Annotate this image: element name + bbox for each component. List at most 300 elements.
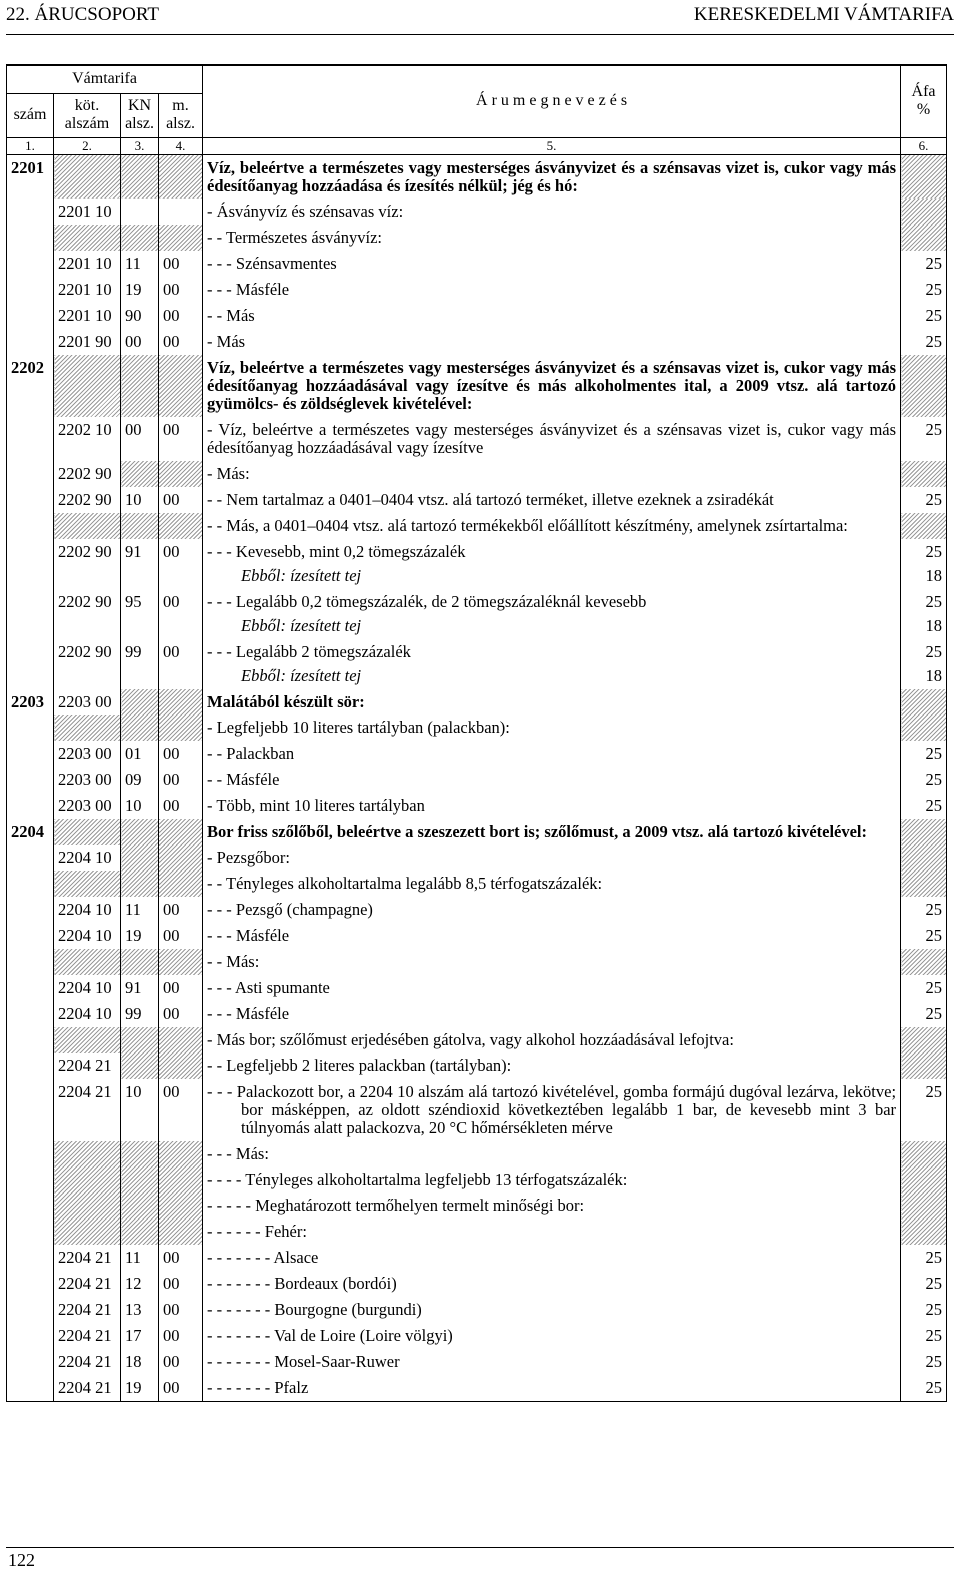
chapter-title: 22. ÁRUCSOPORT: [6, 4, 160, 25]
cell-szam: [7, 975, 54, 1001]
table-row: [7, 1079, 947, 1141]
cell-arumegnevezes: [203, 225, 901, 251]
table-row: [7, 819, 947, 845]
cell-kn-alsz: [121, 461, 159, 487]
cell-szam: [7, 1141, 54, 1167]
afa-value: 25: [925, 279, 943, 299]
cell-kn-alsz: 17: [121, 1323, 159, 1349]
cell-szam: [7, 1193, 54, 1219]
cell-arumegnevezes: [203, 1323, 901, 1349]
header-rule: [6, 34, 954, 35]
cell-kot-alszam: 2204 21: [54, 1375, 121, 1402]
cell-arumegnevezes: [203, 793, 901, 819]
table-row: [7, 1053, 947, 1079]
description-subtext: Ebből: ízesített tej: [241, 665, 362, 685]
cell-szam: [7, 1001, 54, 1027]
tariff-table: [6, 64, 947, 1402]
cell-szam: [7, 715, 54, 741]
column-number: 6.: [901, 137, 947, 154]
cell-afa: [901, 539, 947, 589]
description-text: Bor friss szőlőből, beleértve a szeszezett bort is; szőlőmust, a 2009 vtsz. alá tartozó kivételével:: [207, 821, 868, 841]
cell-arumegnevezes: [203, 417, 901, 461]
cell-afa: [901, 871, 947, 897]
cell-kot-alszam: 2201 10: [54, 303, 121, 329]
cell-arumegnevezes: [203, 1001, 901, 1027]
cell-kn-alsz: 10: [121, 1079, 159, 1141]
cell-kn-alsz: [121, 715, 159, 741]
page-number: 122: [8, 1550, 35, 1570]
description-text: - Több, mint 10 literes tartályban: [207, 795, 425, 815]
description-text: - Pezsgőbor:: [207, 847, 290, 867]
cell-m-alsz: [159, 1167, 203, 1193]
cell-kn-alsz: 19: [121, 277, 159, 303]
header-arumegnevezes: Á r u m e g n e v e z é s: [203, 65, 901, 137]
cell-afa: [901, 639, 947, 689]
cell-arumegnevezes: [203, 1375, 901, 1402]
cell-arumegnevezes: [203, 355, 901, 417]
cell-szam: [7, 199, 54, 225]
cell-kot-alszam: [54, 715, 121, 741]
cell-arumegnevezes: [203, 1193, 901, 1219]
description-text: - - - - - - - Pfalz: [207, 1377, 309, 1397]
cell-kot-alszam: 2204 10: [54, 897, 121, 923]
cell-m-alsz: 00: [159, 1323, 203, 1349]
footer-rule: [6, 1547, 954, 1548]
cell-szam: [7, 329, 54, 355]
description-text: - Víz, beleértve a természetes vagy mesterséges ásványvizet és a szénsavas vizet is, cukor vagy más édesítőanyag hozzáadásával vagy ízesítve: [207, 419, 897, 457]
afa-value: 25: [925, 1273, 943, 1293]
running-header: [6, 4, 954, 28]
cell-kot-alszam: 2202 10: [54, 417, 121, 461]
header-szam: szám: [7, 93, 54, 137]
cell-kot-alszam: 2203 00: [54, 741, 121, 767]
cell-kn-alsz: 19: [121, 1375, 159, 1402]
cell-kot-alszam: 2201 90: [54, 329, 121, 355]
cell-szam: [7, 741, 54, 767]
cell-m-alsz: 00: [159, 639, 203, 689]
cell-m-alsz: [159, 355, 203, 417]
cell-m-alsz: 00: [159, 1079, 203, 1141]
cell-szam: [7, 1271, 54, 1297]
cell-szam: [7, 1323, 54, 1349]
cell-kn-alsz: 11: [121, 1245, 159, 1271]
header-afa: Áfa %: [901, 65, 947, 137]
cell-m-alsz: 00: [159, 417, 203, 461]
cell-m-alsz: 00: [159, 897, 203, 923]
afa-value: 25: [925, 769, 943, 789]
cell-kn-alsz: [121, 871, 159, 897]
cell-arumegnevezes: [203, 975, 901, 1001]
description-text: - - - Asti spumante: [207, 977, 330, 997]
cell-kot-alszam: [54, 819, 121, 845]
cell-afa: [901, 329, 947, 355]
cell-afa: [901, 417, 947, 461]
cell-arumegnevezes: [203, 513, 901, 539]
cell-m-alsz: [159, 1193, 203, 1219]
cell-kn-alsz: [121, 199, 159, 225]
cell-afa: [901, 1297, 947, 1323]
cell-arumegnevezes: [203, 1027, 901, 1053]
cell-kot-alszam: [54, 1219, 121, 1245]
afa-value: 25: [925, 899, 943, 919]
cell-m-alsz: [159, 225, 203, 251]
afa-value: 25: [925, 925, 943, 945]
cell-afa: [901, 897, 947, 923]
cell-kot-alszam: 2203 00: [54, 689, 121, 715]
cell-afa: [901, 199, 947, 225]
cell-szam: [7, 871, 54, 897]
cell-kot-alszam: [54, 355, 121, 417]
afa-value: 25: [925, 1247, 943, 1267]
cell-kot-alszam: 2204 21: [54, 1323, 121, 1349]
cell-afa: [901, 1271, 947, 1297]
column-number: 3.: [121, 137, 159, 154]
afa-value: 25: [925, 1377, 943, 1397]
cell-szam: 2204: [7, 819, 54, 845]
cell-kot-alszam: 2203 00: [54, 793, 121, 819]
description-text: - - - - - - - Bordeaux (bordói): [207, 1273, 397, 1293]
description-text: - - Nem tartalmaz a 0401–0404 vtsz. alá tartozó terméket, illetve ezeknek a zsiradékát: [207, 489, 774, 509]
cell-kot-alszam: 2204 21: [54, 1297, 121, 1323]
cell-szam: [7, 539, 54, 589]
header-kot-alszam: köt. alszám: [54, 93, 121, 137]
cell-szam: [7, 225, 54, 251]
cell-arumegnevezes: [203, 689, 901, 715]
cell-m-alsz: 00: [159, 975, 203, 1001]
cell-arumegnevezes: [203, 199, 901, 225]
cell-afa: [901, 154, 947, 199]
cell-arumegnevezes: [203, 539, 901, 589]
cell-arumegnevezes: [203, 845, 901, 871]
cell-m-alsz: 00: [159, 303, 203, 329]
table-row: [7, 1141, 947, 1167]
cell-m-alsz: [159, 845, 203, 871]
table-row: [7, 225, 947, 251]
cell-kot-alszam: [54, 871, 121, 897]
description-text: Malátából készült sör:: [207, 691, 365, 711]
description-text: - - Természetes ásványvíz:: [207, 227, 382, 247]
cell-szam: [7, 513, 54, 539]
cell-afa: [901, 225, 947, 251]
cell-arumegnevezes: [203, 1245, 901, 1271]
cell-kot-alszam: [54, 154, 121, 199]
cell-arumegnevezes: [203, 461, 901, 487]
cell-arumegnevezes: [203, 1053, 901, 1079]
cell-kn-alsz: 19: [121, 923, 159, 949]
description-text: - Ásványvíz és szénsavas víz:: [207, 201, 404, 221]
cell-kot-alszam: [54, 1167, 121, 1193]
cell-kot-alszam: 2204 10: [54, 1001, 121, 1027]
afa-value: 25: [925, 743, 943, 763]
cell-arumegnevezes: [203, 871, 901, 897]
cell-kot-alszam: 2203 00: [54, 767, 121, 793]
cell-kn-alsz: [121, 1053, 159, 1079]
cell-arumegnevezes: [203, 1297, 901, 1323]
cell-szam: [7, 303, 54, 329]
afa-value: 25: [925, 253, 943, 273]
cell-afa: [901, 819, 947, 845]
table-row: [7, 767, 947, 793]
cell-kn-alsz: [121, 1193, 159, 1219]
cell-arumegnevezes: [203, 154, 901, 199]
cell-kot-alszam: 2204 21: [54, 1245, 121, 1271]
cell-arumegnevezes: [203, 589, 901, 639]
cell-szam: [7, 845, 54, 871]
cell-afa: [901, 1141, 947, 1167]
afa-value: 25: [925, 1325, 943, 1345]
cell-afa: [901, 1193, 947, 1219]
description-text: - - - - - Meghatározott termőhelyen termelt minőségi bor:: [207, 1195, 585, 1215]
cell-szam: [7, 639, 54, 689]
cell-afa: [901, 975, 947, 1001]
description-text: - - - Szénsavmentes: [207, 253, 337, 273]
cell-m-alsz: 00: [159, 1271, 203, 1297]
cell-afa: [901, 1349, 947, 1375]
cell-m-alsz: 00: [159, 277, 203, 303]
table-row: [7, 277, 947, 303]
cell-m-alsz: [159, 715, 203, 741]
table-row: [7, 355, 947, 417]
column-number: 2.: [54, 137, 121, 154]
table-row: [7, 417, 947, 461]
description-text: - - - Legalább 0,2 tömegszázalék, de 2 tömegszázaléknál kevesebb: [207, 591, 647, 611]
cell-arumegnevezes: [203, 277, 901, 303]
cell-afa: [901, 741, 947, 767]
cell-m-alsz: 00: [159, 741, 203, 767]
description-text: - - Palackban: [207, 743, 295, 763]
table-row: [7, 303, 947, 329]
cell-kn-alsz: 10: [121, 793, 159, 819]
cell-afa: [901, 793, 947, 819]
table-row: [7, 1001, 947, 1027]
table-row: [7, 539, 947, 589]
cell-arumegnevezes: [203, 639, 901, 689]
cell-kn-alsz: [121, 154, 159, 199]
cell-szam: [7, 1375, 54, 1402]
cell-kn-alsz: 10: [121, 487, 159, 513]
afa-value: 25: [925, 641, 943, 661]
cell-kot-alszam: 2204 10: [54, 975, 121, 1001]
cell-kn-alsz: 00: [121, 417, 159, 461]
table-row: [7, 513, 947, 539]
afa-subvalue: 18: [925, 565, 943, 585]
table-row: [7, 949, 947, 975]
cell-afa: [901, 487, 947, 513]
cell-szam: [7, 1167, 54, 1193]
cell-kot-alszam: [54, 949, 121, 975]
cell-afa: [901, 461, 947, 487]
table-row: [7, 589, 947, 639]
cell-szam: [7, 1219, 54, 1245]
cell-kn-alsz: 09: [121, 767, 159, 793]
header-group-vamtarifa: Vámtarifa: [7, 65, 203, 93]
cell-afa: [901, 845, 947, 871]
table-row: [7, 845, 947, 871]
table-row: [7, 639, 947, 689]
description-text: - - - Másféle: [207, 925, 290, 945]
afa-subvalue: 18: [925, 665, 943, 685]
description-text: - - - - Tényleges alkoholtartalma legfeljebb 13 térfogatszázalék:: [207, 1169, 628, 1189]
cell-kot-alszam: 2202 90: [54, 589, 121, 639]
description-text: - Más:: [207, 463, 250, 483]
cell-kot-alszam: 2202 90: [54, 487, 121, 513]
cell-afa: [901, 1245, 947, 1271]
cell-m-alsz: 00: [159, 1375, 203, 1402]
cell-kot-alszam: [54, 1141, 121, 1167]
column-number: 4.: [159, 137, 203, 154]
cell-kot-alszam: 2204 21: [54, 1079, 121, 1141]
cell-kn-alsz: 18: [121, 1349, 159, 1375]
cell-afa: [901, 1027, 947, 1053]
cell-m-alsz: [159, 1141, 203, 1167]
cell-arumegnevezes: [203, 767, 901, 793]
afa-subvalue: 18: [925, 615, 943, 635]
cell-afa: [901, 1079, 947, 1141]
afa-value: 25: [925, 305, 943, 325]
cell-m-alsz: [159, 819, 203, 845]
table-row: [7, 487, 947, 513]
cell-arumegnevezes: [203, 1271, 901, 1297]
description-text: - - Más, a 0401–0404 vtsz. alá tartozó termékekből előállított készítmény, amelynek zsírtartalma:: [207, 515, 848, 535]
table-row: [7, 1027, 947, 1053]
table-row: [7, 1323, 947, 1349]
description-text: - - - Kevesebb, mint 0,2 tömegszázalék: [207, 541, 466, 561]
cell-m-alsz: 00: [159, 767, 203, 793]
cell-kot-alszam: 2204 10: [54, 923, 121, 949]
cell-szam: [7, 949, 54, 975]
description-text: Víz, beleértve a természetes vagy mesterséges ásványvizet és a szénsavas vizet is, cukor vagy más édesítőanyag hozzáadása és ízesítés nélkül; jég és hó:: [207, 157, 897, 195]
cell-kn-alsz: 01: [121, 741, 159, 767]
cell-kot-alszam: [54, 513, 121, 539]
cell-m-alsz: [159, 1027, 203, 1053]
table-row: [7, 871, 947, 897]
table-row: [7, 1271, 947, 1297]
afa-value: 25: [925, 1299, 943, 1319]
cell-m-alsz: 00: [159, 793, 203, 819]
cell-afa: [901, 303, 947, 329]
table-row: [7, 897, 947, 923]
table-row: [7, 923, 947, 949]
cell-kot-alszam: 2204 21: [54, 1349, 121, 1375]
cell-arumegnevezes: [203, 1079, 901, 1141]
cell-afa: [901, 277, 947, 303]
cell-kn-alsz: 95: [121, 589, 159, 639]
cell-kn-alsz: 90: [121, 303, 159, 329]
table-row: [7, 1219, 947, 1245]
table-row: [7, 1349, 947, 1375]
cell-kn-alsz: [121, 1027, 159, 1053]
cell-szam: [7, 251, 54, 277]
cell-szam: [7, 487, 54, 513]
cell-m-alsz: [159, 871, 203, 897]
cell-szam: [7, 1027, 54, 1053]
cell-arumegnevezes: [203, 923, 901, 949]
cell-arumegnevezes: [203, 1349, 901, 1375]
description-subtext: Ebből: ízesített tej: [241, 615, 362, 635]
cell-afa: [901, 1053, 947, 1079]
cell-afa: [901, 689, 947, 715]
cell-arumegnevezes: [203, 251, 901, 277]
table-row: [7, 689, 947, 715]
cell-arumegnevezes: [203, 329, 901, 355]
cell-kn-alsz: 13: [121, 1297, 159, 1323]
cell-arumegnevezes: [203, 1167, 901, 1193]
cell-szam: [7, 1349, 54, 1375]
description-text: - - - Másféle: [207, 279, 290, 299]
cell-afa: [901, 1167, 947, 1193]
description-text: - - Tényleges alkoholtartalma legalább 8,5 térfogatszázalék:: [207, 873, 603, 893]
cell-szam: [7, 897, 54, 923]
cell-kot-alszam: 2202 90: [54, 639, 121, 689]
cell-afa: [901, 1323, 947, 1349]
cell-kn-alsz: [121, 355, 159, 417]
afa-value: 25: [925, 977, 943, 997]
cell-szam: 2201: [7, 154, 54, 199]
afa-value: 25: [925, 1351, 943, 1371]
cell-arumegnevezes: [203, 741, 901, 767]
cell-m-alsz: 00: [159, 923, 203, 949]
description-text: - - - Palackozott bor, a 2204 10 alszám alá tartozó kivételével, gomba formájú dugóval lezárva, lekötve; bor másképpen, az oldott széndioxid következtében legalább 1 bar, de kevesebb mint 3 bar túlnyomás alatt palackozva, 20 °C hőmérsékleten mérve: [207, 1081, 897, 1137]
cell-afa: [901, 1219, 947, 1245]
cell-m-alsz: 00: [159, 1297, 203, 1323]
header-m-alsz: m. alsz.: [159, 93, 203, 137]
description-text: - - - Más:: [207, 1143, 269, 1163]
cell-szam: [7, 589, 54, 639]
description-text: - - Másféle: [207, 769, 280, 789]
afa-value: 25: [925, 489, 943, 509]
cell-afa: [901, 589, 947, 639]
cell-kn-alsz: [121, 1141, 159, 1167]
table-row: [7, 329, 947, 355]
cell-m-alsz: [159, 949, 203, 975]
cell-afa: [901, 923, 947, 949]
afa-value: 25: [925, 541, 943, 561]
cell-arumegnevezes: [203, 897, 901, 923]
cell-szam: [7, 1297, 54, 1323]
table-row: [7, 1297, 947, 1323]
column-number-row: [7, 137, 947, 154]
column-number: 1.: [7, 137, 54, 154]
cell-afa: [901, 251, 947, 277]
cell-m-alsz: [159, 1219, 203, 1245]
cell-kn-alsz: 00: [121, 329, 159, 355]
cell-kot-alszam: 2201 10: [54, 277, 121, 303]
description-text: - - - - - - - Mosel-Saar-Ruwer: [207, 1351, 400, 1371]
cell-arumegnevezes: [203, 1141, 901, 1167]
table-row: [7, 975, 947, 1001]
cell-kot-alszam: 2204 21: [54, 1271, 121, 1297]
cell-arumegnevezes: [203, 303, 901, 329]
afa-value: 25: [925, 1003, 943, 1023]
tariff-rows: [7, 154, 947, 1401]
table-row: [7, 461, 947, 487]
cell-m-alsz: 00: [159, 589, 203, 639]
table-row: [7, 1245, 947, 1271]
cell-szam: [7, 1079, 54, 1141]
document-title: KERESKEDELMI VÁMTARIFA: [693, 4, 954, 25]
cell-szam: [7, 1245, 54, 1271]
cell-kn-alsz: 11: [121, 251, 159, 277]
table-row: [7, 1167, 947, 1193]
afa-value: 25: [925, 591, 943, 611]
table-row: [7, 154, 947, 199]
description-text: - - - - - - Fehér:: [207, 1221, 307, 1241]
cell-arumegnevezes: [203, 715, 901, 741]
table-row: [7, 1375, 947, 1402]
cell-kn-alsz: [121, 949, 159, 975]
cell-m-alsz: 00: [159, 329, 203, 355]
cell-arumegnevezes: [203, 487, 901, 513]
